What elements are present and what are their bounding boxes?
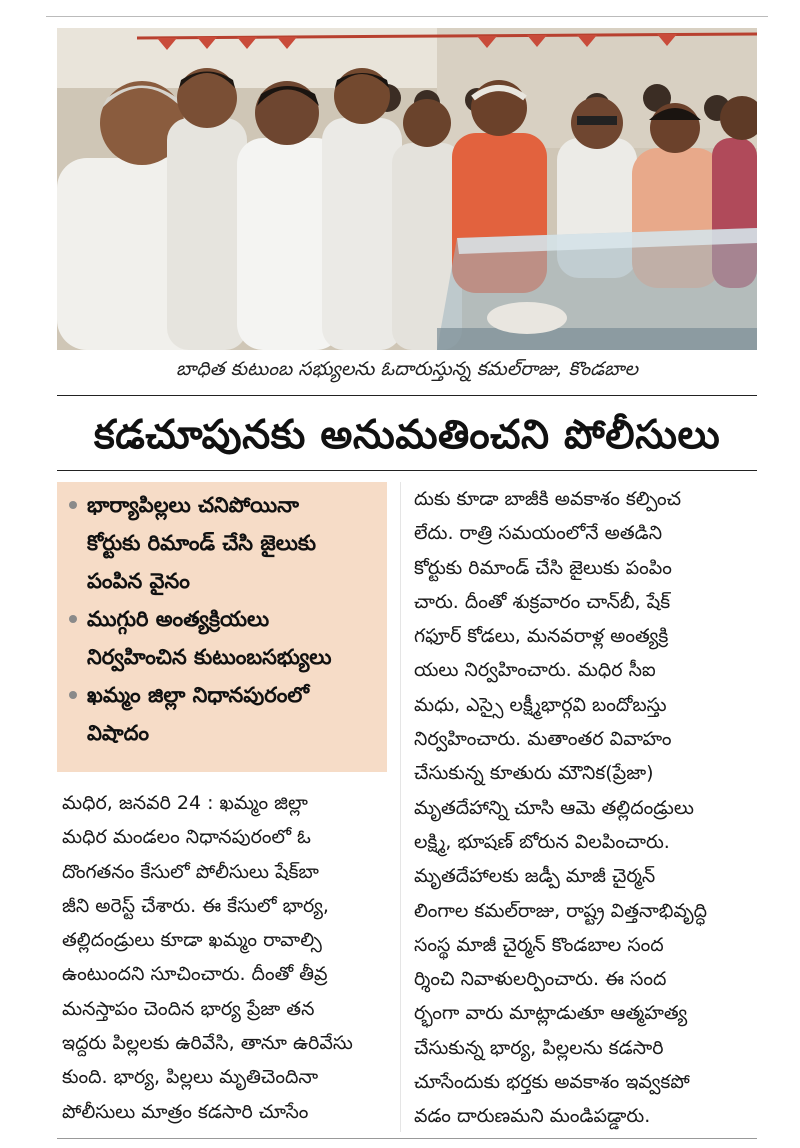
bullet-icon [69, 691, 77, 699]
top-border [46, 16, 768, 17]
highlight-item [69, 600, 379, 676]
article-line: జీని అరెస్ట్‌ చేశారు. ఈ కేసులో భార్య, [62, 894, 329, 917]
bullet-icon [69, 501, 77, 509]
highlight-line: ముగ్గురి అంత్యక్రియలు [87, 607, 270, 631]
photo-caption: బాధిత కుటుంబ సభ్యులను ఓదారుస్తున్న కమల్‌రాజు, కొండబాల [175, 358, 639, 380]
bottom-border [57, 1138, 757, 1139]
article-line: చారు. దీంతో శుక్రవారం చాన్‌బీ, షేక్‌ [414, 590, 671, 613]
highlights-box [57, 482, 387, 772]
headline: కడచూపునకు అనుమతించని పోలీసులు [93, 412, 721, 458]
highlight-line: నిర్వహించిన కుటుంబసభ్యులు [87, 645, 332, 669]
headline-bottom-rule [57, 470, 757, 471]
column-divider [400, 482, 401, 1132]
highlight-item [69, 486, 379, 600]
article-line: మధు, ఎస్సై లక్ష్మీభార్గవి బందోబస్తు [414, 693, 667, 716]
article-line: నిర్వహించారు. మతాంతర వివాహం [414, 728, 672, 751]
article-line: దొంగతనం కేసులో పోలీసులు షేక్‌బా [62, 860, 319, 883]
article-line: కోర్టుకు రిమాండ్‌ చేసి జైలుకు పంపిం [414, 556, 672, 579]
article-line: కుంది. భార్య, పిల్లలు మృతిచెందినా [62, 1066, 319, 1089]
article-column-left [62, 786, 388, 1129]
mourning-scene-illustration [57, 28, 757, 350]
article-line: మృతదేహాలకు జడ్పీ మాజీ చైర్మన్‌ [414, 865, 656, 888]
news-photo [57, 28, 757, 350]
article-line: చేసుకున్న భార్య, పిల్లలను కడసారి [414, 1036, 664, 1059]
article-line: ఇద్దరు పిల్లలకు ఉరివేసి, తానూ ఉరివేసు [62, 1032, 353, 1055]
article-line: తల్లిదండ్రులు కూడా ఖమ్మం రావాల్సి [62, 929, 322, 952]
article-line: ర్శించి నివాళులర్పించారు. ఈ సంద [414, 968, 667, 991]
headline-top-rule [57, 395, 757, 396]
article-line: వడం దారుణమని మండిపడ్డారు. [414, 1105, 651, 1128]
article-line: లక్ష్మి, భూషణ్‌ బోరున విలపించారు. [414, 830, 670, 853]
article-line: మనస్తాపం చెందిన భార్య ప్రేజా తన [62, 997, 315, 1020]
article-line: దుకు కూడా బాజీకి అవకాశం కల్పించ [414, 488, 682, 510]
bullet-icon [69, 615, 77, 623]
article-line: పోలీసులు మాత్రం కడసారి చూసేం [62, 1100, 309, 1123]
article-line: లేదు. రాత్రి సమయంలోనే అతడిని [414, 522, 663, 545]
article-line: గఫూర్‌ కోడలు, మనవరాళ్ల అంత్యక్రి [414, 625, 669, 648]
article-line: ర్భంగా వారు మాట్లాడుతూ ఆత్మహత్య [414, 1002, 688, 1025]
article-line: చూసేందుకు భర్తకు అవకాశం ఇవ్వకపో [414, 1071, 690, 1094]
highlight-item [69, 676, 379, 752]
article-line: మధిర మండలం నిధానపురంలో ఓ [62, 826, 311, 849]
highlight-line: కోర్టుకు రిమాండ్‌ చేసి జైలుకు [87, 531, 317, 555]
article-line: మృతదేహాన్ని చూసి ఆమె తల్లిదండ్రులు [414, 796, 694, 819]
article-line: యలు నిర్వహించారు. మధిర సీఐ [414, 659, 656, 682]
article-line: చేసుకున్న కూతురు మౌనిక(ప్రేజా) [414, 762, 654, 785]
highlight-line: పంపిన వైనం [87, 569, 190, 593]
highlight-line: ఖమ్మం జిల్లా నిధానపురంలో [87, 683, 309, 707]
article-line: లింగాల కమల్‌రాజు, రాష్ట్ర విత్తనాభివృద్ధి [414, 899, 708, 922]
article-column-right [414, 482, 754, 1134]
article-line: సంస్థ మాజీ చైర్మన్‌ కొండబాల సంద [414, 933, 664, 956]
highlight-line: భార్యాపిల్లలు చనిపోయినా [87, 493, 299, 517]
highlight-line: విషాదం [87, 721, 150, 745]
article-line: ఉంటుందని సూచించారు. దీంతో తీవ్ర [62, 963, 328, 986]
article-line: మధిర, జనవరి 24 : ఖమ్మం జిల్లా [62, 792, 308, 814]
